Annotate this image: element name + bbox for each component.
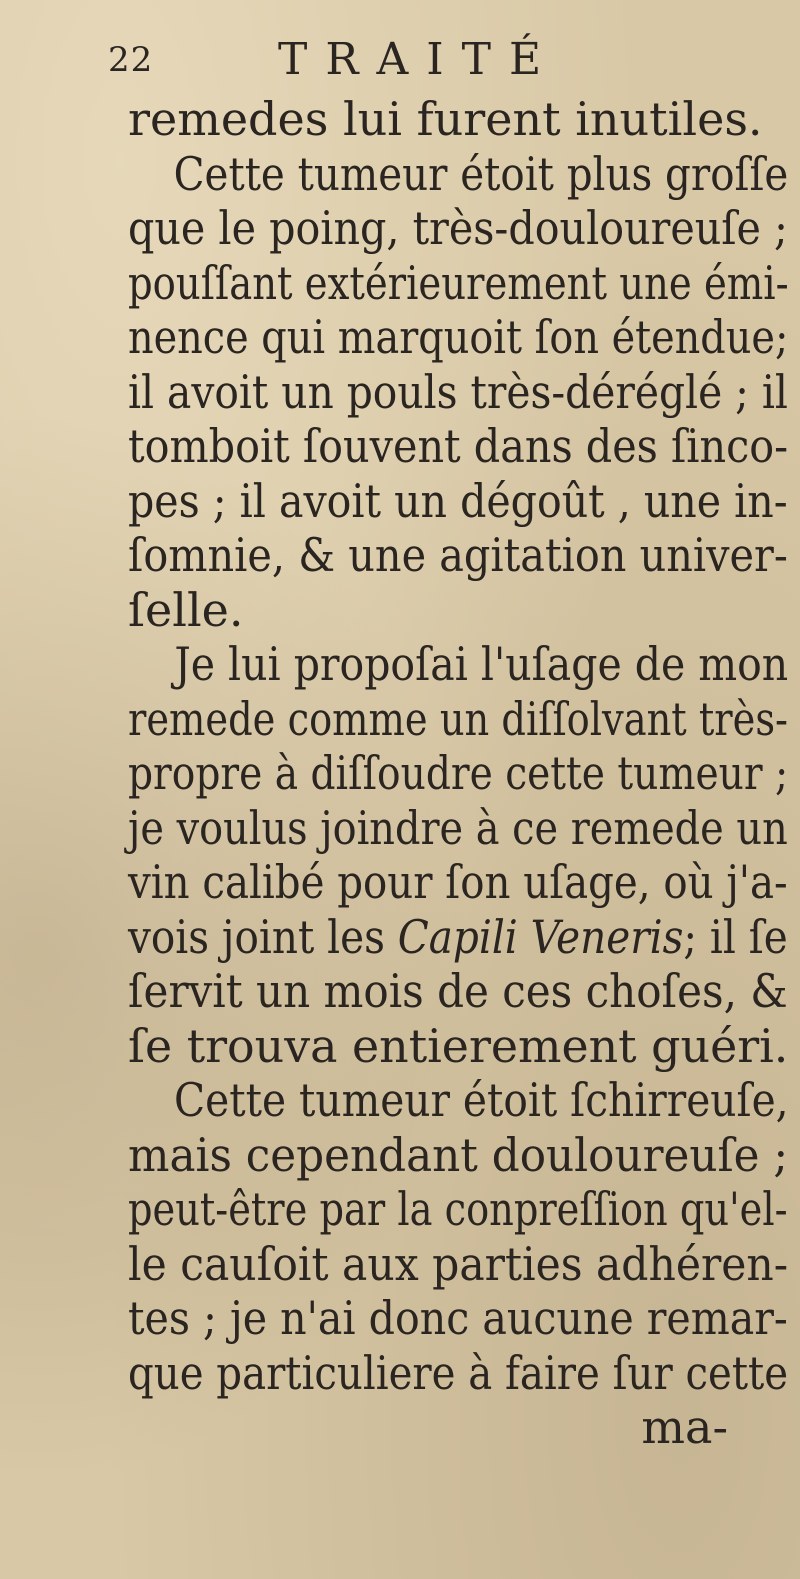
text-line: que le poing, très-douloureuſe ; <box>128 201 788 255</box>
text-line <box>128 909 788 965</box>
running-title: TRAITÉ <box>278 34 560 85</box>
text-line: mais cependant douloureuſe ; <box>128 1127 789 1182</box>
text-line: pes ; il avoit un dégoût , une in- <box>128 473 788 528</box>
text-line: ſervit un mois de ces choſes, & <box>128 964 788 1018</box>
text-line: le cauſoit aux parties adhéren- <box>128 1236 789 1291</box>
text-line: peut-être par la conpreſſion qu'el- <box>128 1182 788 1236</box>
text-line: ſelle. <box>128 582 244 637</box>
text-line: pouſſant extérieurement une émi- <box>128 255 789 310</box>
body-text <box>128 92 788 1455</box>
text-line: ſe trouva entierement guéri. <box>128 1018 789 1073</box>
text-line: il avoit un pouls très-déréglé ; il <box>128 364 788 419</box>
text-line: Cette tumeur étoit plus groſſe <box>173 146 789 201</box>
text-line: nence qui marquoit ſon étendue; <box>128 310 789 364</box>
text-line: je voulus joindre à ce remede un <box>128 800 788 855</box>
text-line: vin calibé pour ſon uſage, où j'a- <box>128 855 788 909</box>
text-line: remedes lui furent inutiles. <box>128 92 763 146</box>
text-line: Cette tumeur étoit ſchirreuſe, <box>174 1073 789 1127</box>
page-number: 22 <box>108 40 154 80</box>
italic-term: Capili Veneris <box>397 909 684 964</box>
text-line: tomboit ſouvent dans des ſinco- <box>128 419 789 473</box>
text-line: propre à diſſoudre cette tumeur ; <box>128 746 789 800</box>
text-line: ſomnie, & une agitation univer- <box>128 528 788 582</box>
text-segment: ; il ſe <box>683 909 788 964</box>
page-header <box>108 34 708 90</box>
text-line: Je lui propoſai l'uſage de mon <box>174 637 789 691</box>
text-segment: vois joint les <box>128 909 398 964</box>
text-line: remede comme un diſſolvant très- <box>128 691 789 746</box>
catchword: ma- <box>641 1400 728 1454</box>
text-line: que particuliere à faire ſur cette <box>128 1345 789 1400</box>
text-line: tes ; je n'ai donc aucune remar- <box>128 1291 788 1345</box>
